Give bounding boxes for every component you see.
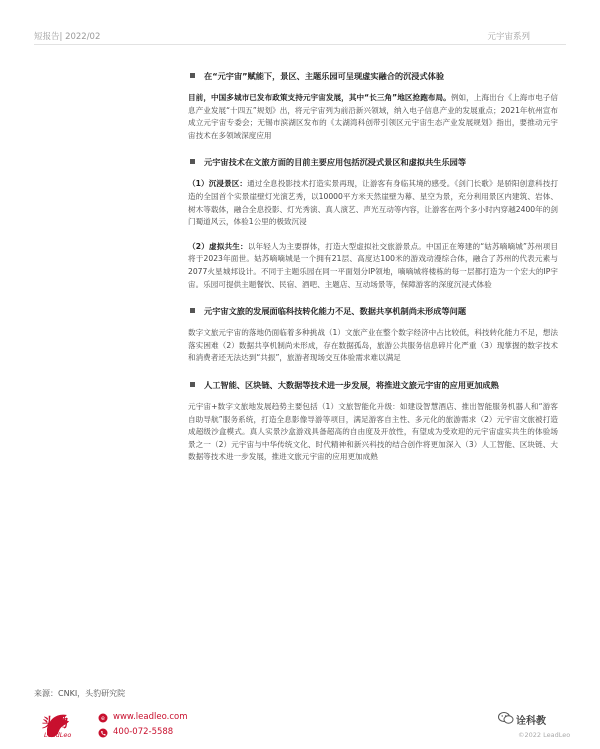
contact-website-row[interactable] [98,710,187,725]
watermark-text: 诠科教 [516,716,546,727]
bullet-square-icon [190,159,195,164]
brand-name-en: LeadLeo [44,731,72,739]
section-heading-3 [188,305,558,317]
paragraph-body: 以年轻人为主要群体，打造大型虚拟社交旅游景点。中国正在筹建的“姑苏嘀嘀城”苏州项目将于2023年面世。姑苏嘀嘀城是一个拥有21层、高度达100米的游戏动漫综合体，融合了苏州的代表元素与2077火星城邦设计。不同于主题乐园在同一平面划分IP领地，嘀嘀城将楼栋的每一层都打造为一个宏大的IP宇宙。乐园可提供主题餐饮、民宿、酒吧、主题店、互动场景等，保障游客的深度沉浸式体验 [188,241,558,289]
brand-name-cn: 头豹 [42,716,69,731]
web-icon [98,713,108,723]
bullet-square-icon [190,382,195,387]
main-content [188,70,558,476]
paragraph-lead: 目前，中国多城市已发布政策支持元宇宙发展，其中“长三角”地区抢跑布局。 [188,93,451,102]
paragraph-lead: （1）沉浸景区： [188,179,248,189]
section-1-paragraph-1 [188,92,558,142]
section-heading-4 [188,379,558,391]
section-heading-text: 人工智能、区块链、大数据等技术进一步发展，将推进文旅元宇宙的应用更加成熟 [204,379,499,390]
section-3-paragraph-1 [188,327,558,365]
phone-icon [98,728,108,738]
svg-text:e: e [101,714,105,722]
paragraph-body: 通过全息投影技术打造实景再现，让游客有身临其境的感受。《剑门长歌》是骄阳创意科技打造的全国首个实景崖壁灯光演艺秀，以10000平方米天然崖壁为幕、星空为景，充分利用景区内建筑、岩体、树木等载体，融合全息投影、灯光秀演、真人演艺、声光互动等内容，让游客在两个多小时内穿越2400年的剑门蜀道风云，体验1公里的极致沉浸 [188,179,558,227]
contact-website[interactable]: www.leadleo.com [113,712,188,722]
contact-info [98,710,187,740]
section-heading-text: 元宇宙技术在文旅方面的目前主要应用包括沉浸式景区和虚拟共生乐园等 [204,157,467,168]
bullet-square-icon [190,73,195,78]
source-note: 来源：CNKI，头豹研究院 [34,689,126,698]
paragraph-body: 例如，上海出台《上海市电子信息产业发展“十四五”规划》出，将元宇宙列为前沿新兴领域，纳入电子信息产业的发展重点；2021年杭州宣布成立元宇宙专委会；无锡市滨湖区发布的《太湖湾科创带引领区元宇宙生态产业发展规划》指出，要推动元宇宙技术在多领域深度应用 [188,93,558,140]
contact-phone: 400-072-5588 [113,727,174,737]
paragraph-body: 元宇宙+数字文旅地发展趋势主要包括（1）文旅智能化升级：如建设智慧酒店、推出智能服务机器人和“游客自助导航”服务系统，打造全息影像导游等项目，满足游客自主性、多元化的旅游需求（2）元宇宙文旅被打造成超级沙盒模式。真人实景沙盒游戏具备超高的自由度及开放性，有望成为受欢迎的元宇宙虚实共生的体验场景之一（2）元宇宙与中华传统文化、时代精神和新兴科技的结合创作将更加深入（3）人工智能、区块链、大数据等技术进一步发展，推进文旅元宇宙的应用更加成熟 [188,401,558,462]
section-heading-2 [188,156,558,168]
paragraph-lead: （2）虚拟共生： [188,241,248,251]
paragraph-body: 数字文旅元宇宙的落地仍面临着多种挑战（1）文旅产业在整个数字经济中占比较低，科技转化能力不足，想法落实困难（2）数据共享机制尚未形成，存在数据孤岛，旅游公共服务信息碎片化严重（3）现掌握的数字技术和消费者还无法达到“共振”，旅游者现场交互体验需求难以满足 [188,328,558,363]
contact-phone-row [98,725,187,740]
page-header-left: 短报告| 2022/02 [34,32,101,42]
copyright-text: ©2022 LeadLeo [518,731,571,739]
section-4-paragraph-1 [188,401,558,464]
section-heading-text: 在“元宇宙”赋能下，景区、主题乐园可呈现虚实融合的沉浸式体验 [204,71,445,81]
section-heading-1 [188,70,558,82]
section-heading-text: 元宇宙文旅的发展面临科技转化能力不足、数据共享机制尚未形成等问题 [204,306,467,317]
bullet-square-icon [190,308,195,313]
section-2-paragraph-2 [188,241,558,291]
section-2-paragraph-1 [188,178,558,228]
page-header-right: 元宇宙系列 [487,32,530,42]
wechat-icon [498,711,514,725]
header-divider [34,44,566,45]
